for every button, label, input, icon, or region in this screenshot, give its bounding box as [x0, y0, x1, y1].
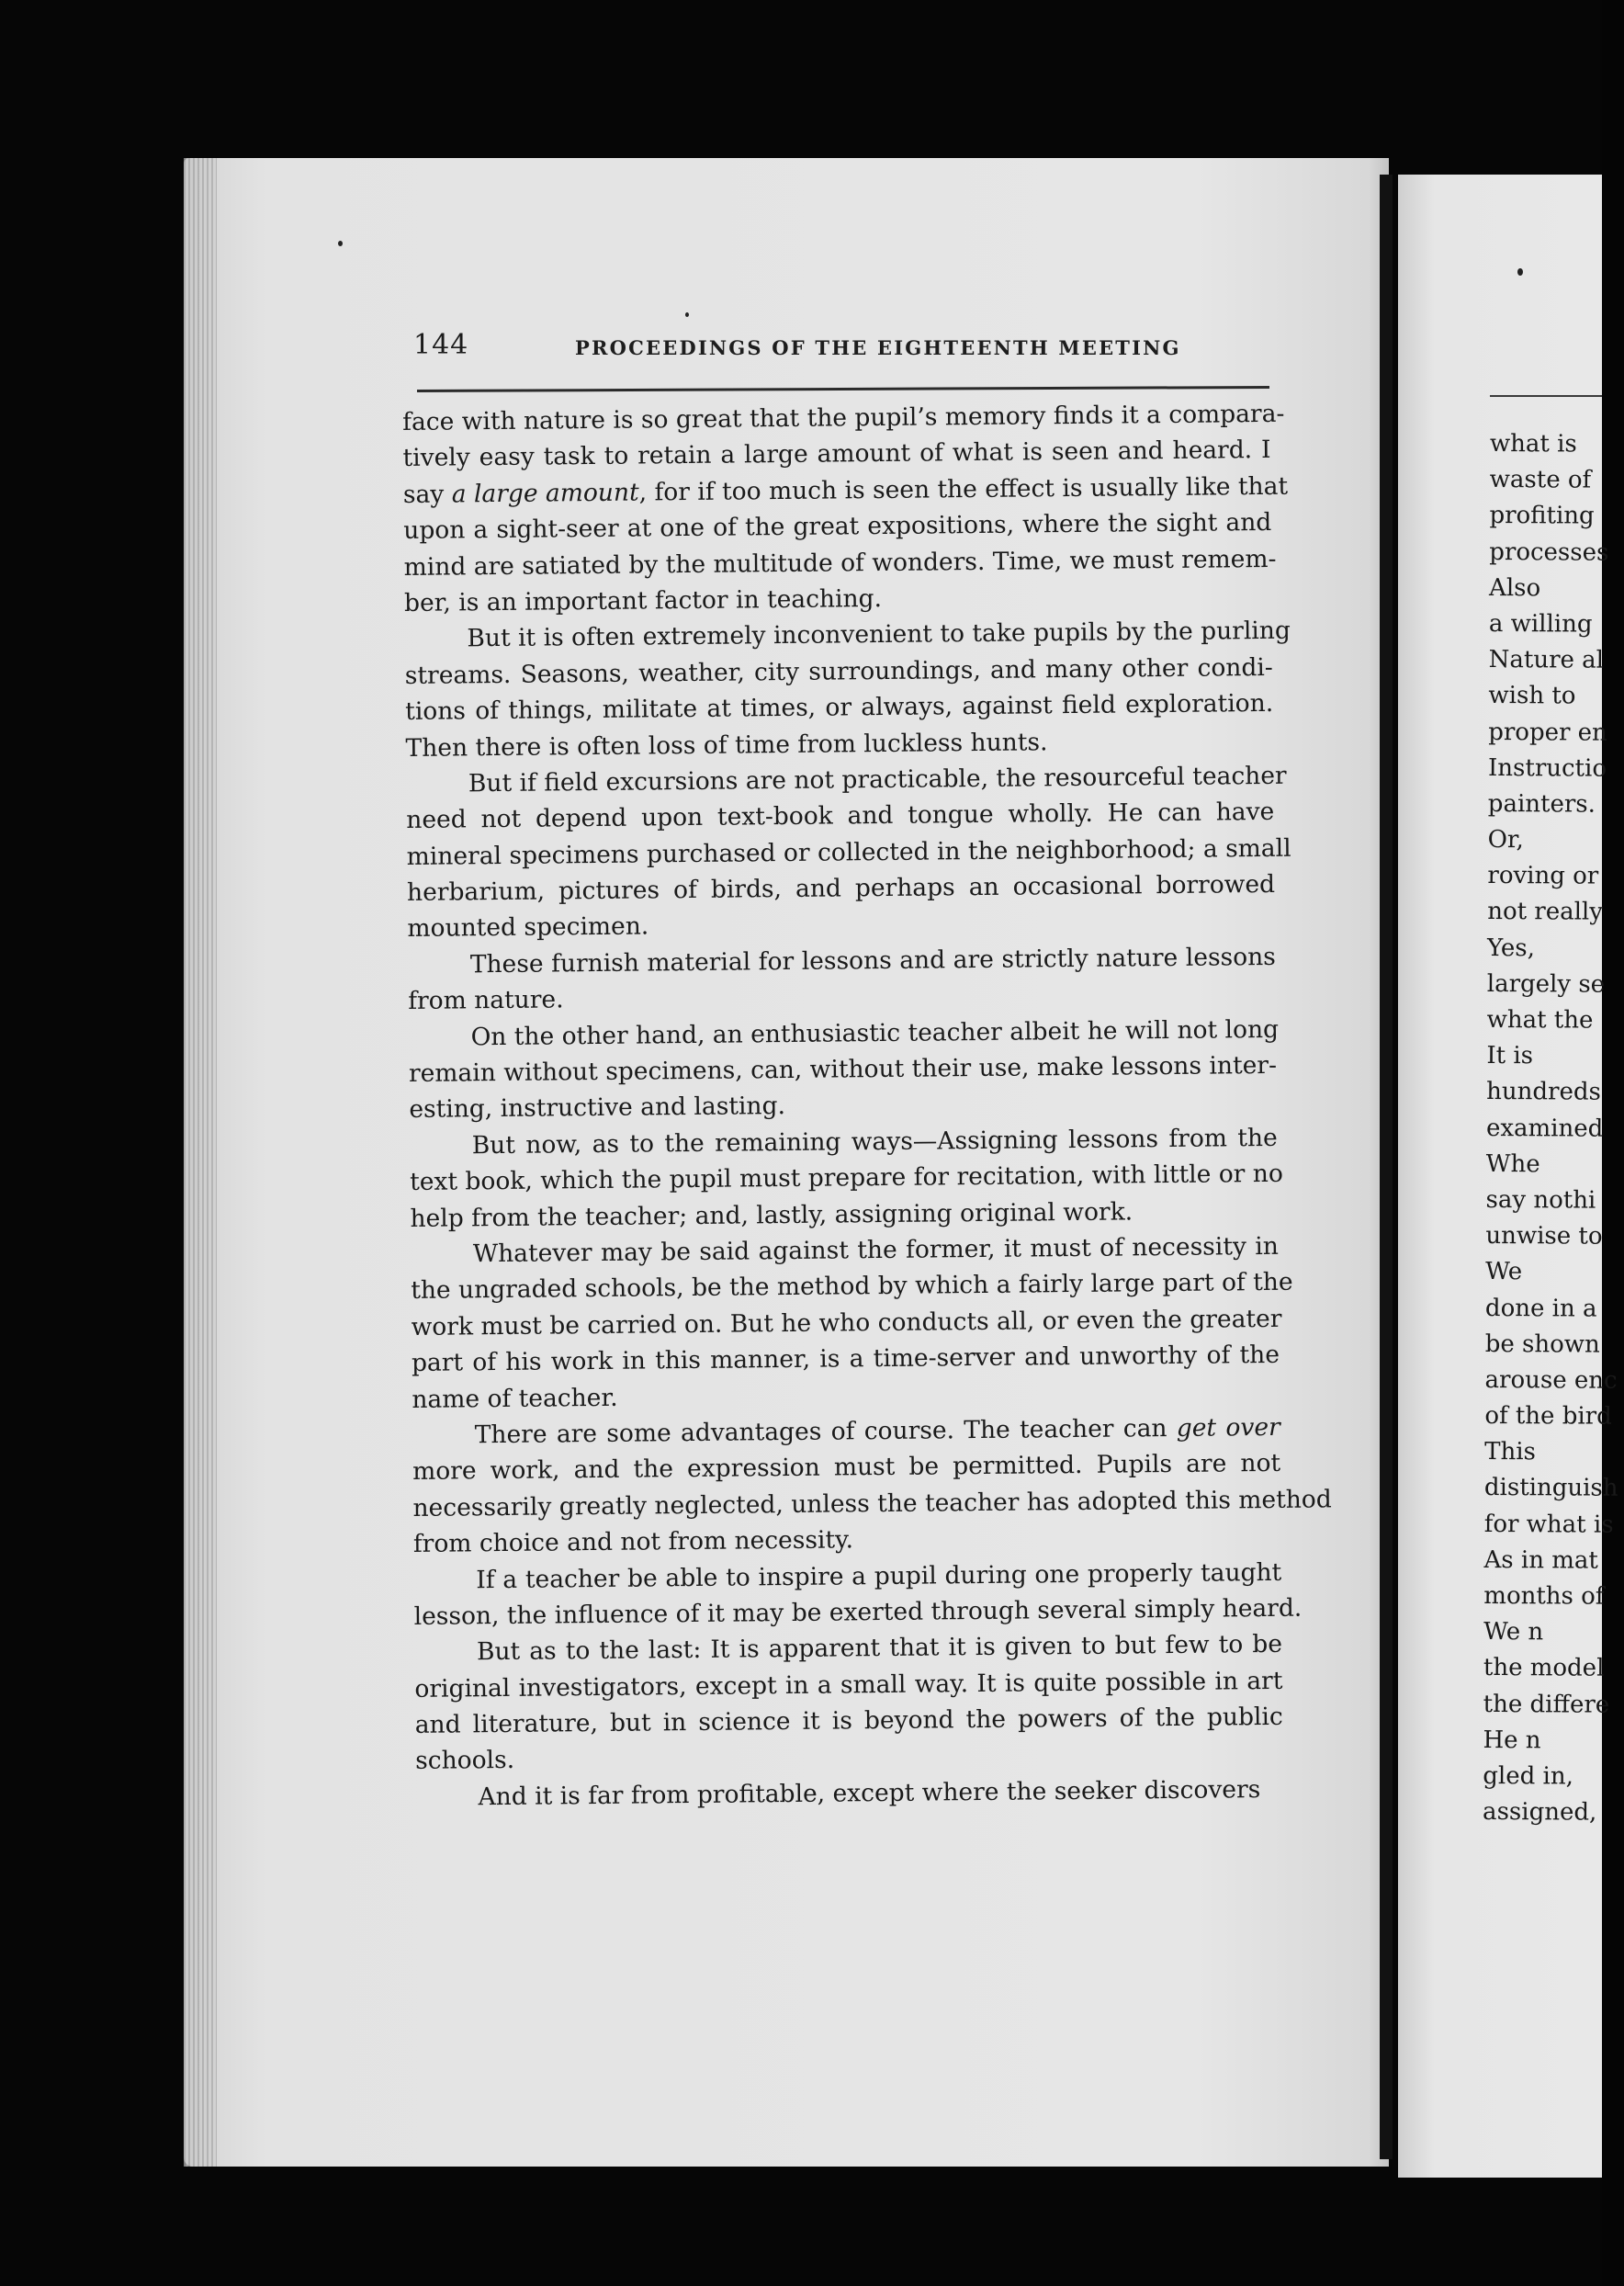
right-page-line: distinguish — [1483, 1474, 1618, 1503]
text-line: lesson, the influence of it may be exerted through several simply heard. — [413, 1593, 1303, 1631]
right-page-line: what the — [1486, 1005, 1594, 1035]
right-page-line: painters. — [1487, 789, 1596, 819]
right-page-line: It is — [1486, 1042, 1534, 1070]
right-page-line: examined — [1485, 1114, 1604, 1143]
text-line: herbarium, pictures of birds, and perhaps an occasional borrowed — [406, 869, 1276, 908]
right-page-line: proper en — [1488, 718, 1607, 747]
page-edge-shading — [184, 158, 217, 2167]
right-page-line: arouse enc — [1484, 1365, 1618, 1395]
text-line: part of his work in this manner, is a time-server and unworthy of the — [411, 1341, 1280, 1378]
book-gutter — [1380, 175, 1393, 2159]
right-page-line: Yes, — [1486, 934, 1536, 962]
text-line: But as to the last: It is apparent that it is given to but few to be — [476, 1630, 1283, 1667]
text-line: tively easy task to retain a large amount of what is seen and heard. I — [402, 436, 1271, 473]
right-page-line: profiting — [1489, 502, 1595, 530]
text-line: But if field excursions are not practicable, the resourceful teacher — [468, 761, 1287, 798]
text-line: But it is often extremely inconvenient to take pupils by the purling — [467, 617, 1291, 653]
text-line: need not depend upon text-book and tongue wholly. He can have — [406, 798, 1275, 835]
right-page-line: Nature al — [1488, 646, 1605, 674]
scan-speck — [1517, 268, 1523, 276]
right-page-line: This — [1484, 1438, 1536, 1466]
right-page-line: the differe — [1483, 1690, 1610, 1719]
text-line: mind are satiated by the multitude of wonders. Time, we must remem- — [403, 544, 1277, 582]
right-page-rule — [1490, 395, 1602, 397]
right-page-line: gled in, — [1483, 1761, 1573, 1791]
text-line: These furnish material for lessons and are strictly nature lessons — [469, 942, 1276, 979]
text-line: There are some advantages of course. The teacher can get over — [474, 1412, 1280, 1450]
right-page-line: roving or — [1487, 862, 1599, 890]
text-line: more work, and the expression must be permitted. Pupils are not — [412, 1449, 1281, 1487]
text-line: and literature, but in science it is beyond the powers of the public — [414, 1702, 1283, 1739]
right-page-line: be shown — [1484, 1330, 1600, 1359]
text-line: the ungraded schools, be the method by which a fairly large part of the — [411, 1268, 1293, 1306]
text-line: Then there is often loss of time from luckless hunts. — [405, 727, 1048, 763]
text-line: But now, as to the remaining ways—Assigning lessons from the — [471, 1123, 1278, 1160]
text-line: work must be carried on. But he who conducts all, or even the greater — [411, 1304, 1282, 1341]
page-number: 144 — [413, 329, 469, 361]
text-line: help from the teacher; and, lastly, assigning original work. — [410, 1197, 1133, 1233]
text-line: original investigators, except in a small way. It is quite possible in art — [414, 1666, 1283, 1703]
right-page-line: say nothi — [1485, 1185, 1596, 1215]
right-page-line: the model — [1483, 1654, 1605, 1683]
text-line: mineral specimens purchased or collected in the neighborhood; a small — [406, 833, 1291, 871]
right-page-line: waste of — [1489, 466, 1592, 494]
running-head — [413, 329, 1277, 384]
text-line: from nature. — [408, 985, 564, 1016]
text-line: mounted specimen. — [407, 911, 649, 944]
text-line: face with nature is so great that the pupil’s memory finds it a compara- — [402, 399, 1285, 436]
right-page-line: of the bird — [1484, 1402, 1612, 1431]
right-page-line: for what is — [1483, 1510, 1614, 1539]
right-page-line: unwise to — [1485, 1222, 1603, 1251]
right-page-line: Also — [1489, 573, 1541, 603]
right-page-line: done in a — [1484, 1294, 1597, 1323]
right-page-line: Instructio — [1487, 753, 1607, 783]
right-page-line: a willing — [1488, 609, 1593, 639]
scan-speck — [685, 312, 689, 317]
right-page-line: As in mat — [1483, 1545, 1598, 1575]
text-line: Whatever may be said against the former, it must of necessity in — [472, 1231, 1279, 1269]
text-line: If a teacher be able to inspire a pupil during one properly taught — [476, 1557, 1282, 1594]
text-line: from choice and not from necessity. — [412, 1525, 854, 1559]
text-line: say a large amount, for if too much is seen the effect is usually like that — [402, 471, 1289, 509]
text-line: ber, is an important factor in teaching. — [403, 583, 883, 617]
text-line: schools. — [415, 1746, 515, 1776]
right-page-line: We — [1485, 1258, 1523, 1286]
right-page-line: We n — [1483, 1618, 1544, 1647]
right-page-line: months of — [1483, 1581, 1605, 1611]
text-line: esting, instructive and lasting. — [409, 1092, 786, 1125]
text-line: necessarily greatly neglected, unless the teacher has adopted this method — [412, 1485, 1332, 1522]
right-page-line: Whe — [1485, 1149, 1540, 1179]
right-page-line: processes — [1489, 538, 1609, 567]
text-line: tions of things, militate at times, or always, against field exploration. — [405, 689, 1274, 727]
scan-speck — [338, 241, 343, 246]
right-page-line: not really — [1487, 898, 1604, 927]
right-page-line: assigned, — [1483, 1798, 1597, 1827]
running-title: PROCEEDINGS OF THE EIGHTEENTH MEETING — [575, 336, 1181, 359]
text-line: text book, which the pupil must prepare for recitation, with little or no — [409, 1160, 1283, 1197]
text-line: name of teacher. — [412, 1383, 618, 1414]
right-page-line: hundreds — [1486, 1078, 1601, 1107]
text-line: And it is far from profitable, except where the seeker discovers — [478, 1774, 1261, 1812]
text-line: remain without specimens, can, without their use, make lessons inter- — [408, 1050, 1278, 1088]
right-page-line: what is — [1489, 429, 1577, 458]
right-page-text — [1483, 426, 1618, 1831]
right-page-line: largely se — [1486, 969, 1606, 999]
text-line: streams. Seasons, weather, city surroundings, and many other condi- — [404, 652, 1273, 690]
right-page-line: Or, — [1487, 826, 1524, 854]
text-line: On the other hand, an enthusiastic teacher albeit he will not long — [470, 1014, 1280, 1051]
text-line: upon a sight-seer at one of the great expositions, where the sight and — [403, 508, 1272, 546]
right-page-line: He n — [1483, 1726, 1541, 1755]
right-page-line: wish to — [1488, 682, 1576, 710]
body-text — [402, 396, 1332, 1816]
